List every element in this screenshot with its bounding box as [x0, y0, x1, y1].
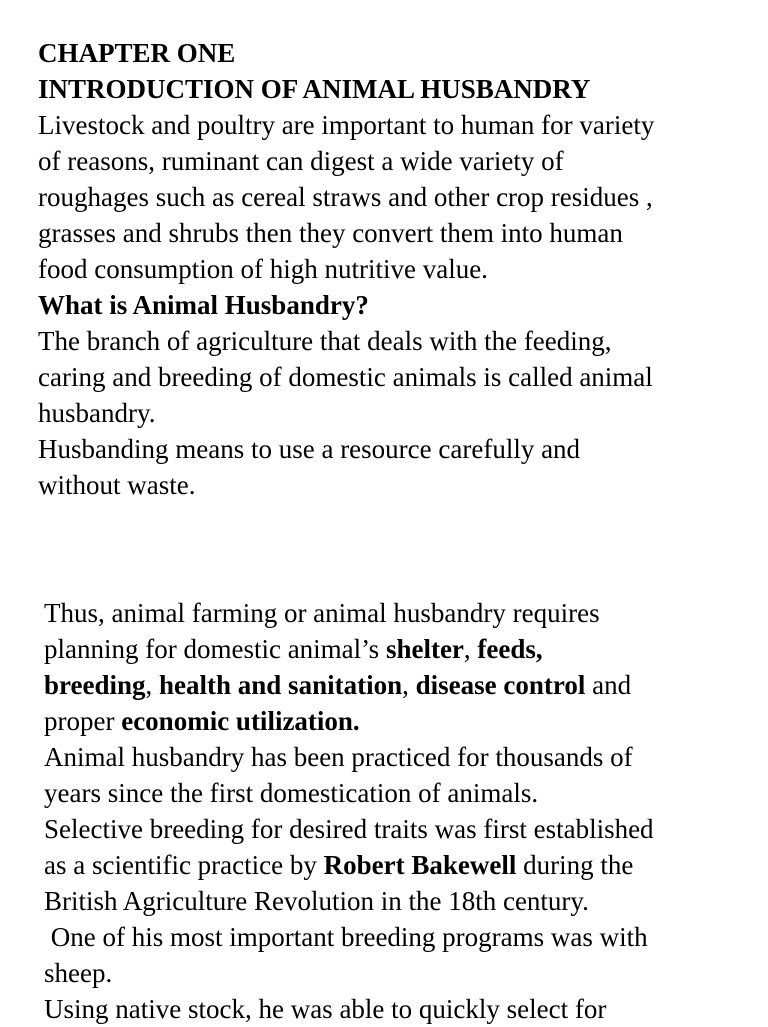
- intro-line: Livestock and poultry are important to human for variety: [38, 110, 655, 140]
- definition-paragraph: [38, 323, 738, 431]
- term-economic: economic utilization.: [121, 706, 360, 736]
- intro-line: roughages such as cereal straws and other crop residues ,: [38, 182, 653, 212]
- proper-text: proper: [44, 706, 122, 736]
- bakewell-prefix: as a scientific practice by: [44, 850, 324, 880]
- definition-line: The branch of agriculture that deals with the feeding,: [38, 326, 612, 356]
- intro-paragraph: [38, 107, 738, 287]
- term-disease: disease control: [415, 670, 586, 700]
- history-line: [44, 847, 744, 883]
- chapter-title: INTRODUCTION OF ANIMAL HUSBANDRY: [38, 74, 591, 104]
- question-heading: What is Animal Husbandry?: [38, 290, 369, 320]
- chapter-label: CHAPTER ONE: [38, 38, 236, 68]
- planning-line: [44, 631, 744, 667]
- planning-paragraph: [44, 595, 744, 739]
- intro-line: food consumption of high nutritive value.: [38, 254, 488, 284]
- sheep-line: One of his most important breeding programs was with: [44, 922, 648, 952]
- person-name: Robert Bakewell: [323, 850, 517, 880]
- term-feeds: feeds,: [477, 634, 543, 664]
- intro-line: of reasons, ruminant can digest a wide variety of: [38, 146, 564, 176]
- definition-line: caring and breeding of domestic animals is called animal: [38, 362, 653, 392]
- term-health: health and sanitation: [159, 670, 403, 700]
- and-text: and: [585, 670, 632, 700]
- history-paragraph: [44, 739, 744, 919]
- history-line: years since the first domestication of animals.: [44, 778, 539, 808]
- first-text-block: [38, 35, 738, 503]
- planning-line: [44, 667, 744, 703]
- bakewell-suffix: during the: [516, 850, 634, 880]
- history-line: Animal husbandry has been practiced for thousands of: [44, 742, 633, 772]
- second-text-block: [44, 595, 744, 1027]
- planning-line: [44, 703, 744, 739]
- husbanding-line: Husbanding means to use a resource carefully and: [38, 434, 581, 464]
- history-line: British Agriculture Revolution in the 18th century.: [44, 886, 589, 916]
- term-breeding: breeding: [44, 670, 146, 700]
- husbanding-line: without waste.: [38, 470, 196, 500]
- history-line: Selective breeding for desired traits was first established: [44, 814, 654, 844]
- separator: ,: [145, 670, 160, 700]
- intro-line: grasses and shrubs then they convert them into human: [38, 218, 623, 248]
- husbanding-paragraph: [38, 431, 738, 503]
- sheep-line: sheep.: [44, 958, 113, 988]
- term-shelter: shelter: [385, 634, 464, 664]
- native-stock-line: Using native stock, he was able to quickly select for: [44, 994, 607, 1024]
- planning-prefix: planning for domestic animal’s: [44, 634, 386, 664]
- definition-line: husbandry.: [38, 398, 156, 428]
- separator: ,: [402, 670, 416, 700]
- planning-line: Thus, animal farming or animal husbandry requires: [44, 598, 600, 628]
- separator: ,: [463, 634, 478, 664]
- sheep-paragraph: [44, 919, 744, 991]
